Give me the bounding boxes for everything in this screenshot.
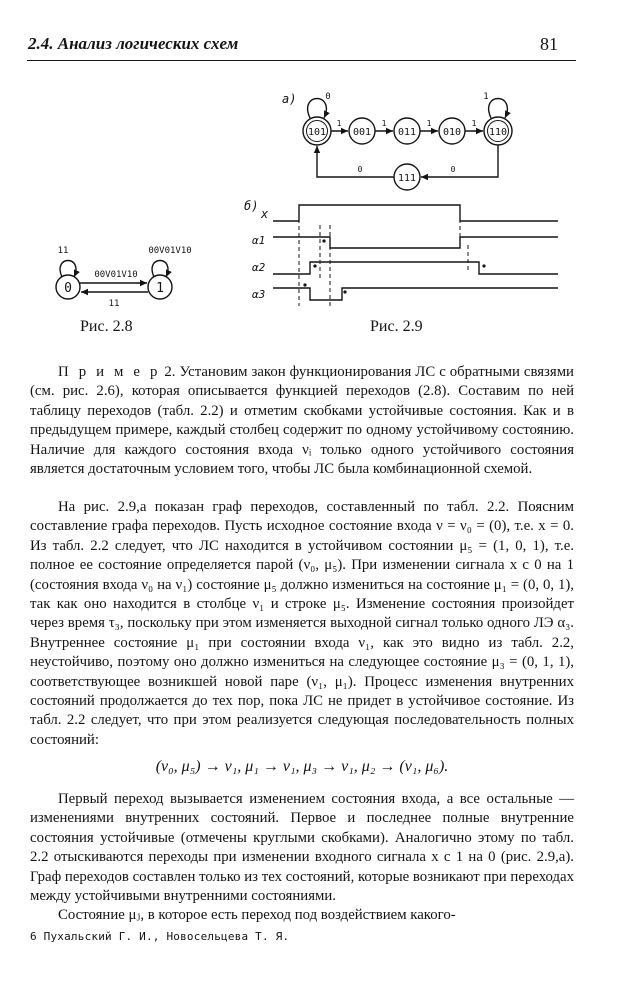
footer-signature: 6 Пухальский Г. И., Новосельцева Т. Я. bbox=[30, 930, 290, 943]
state-110-label: 110 bbox=[488, 127, 508, 138]
loop-110-label: 1 bbox=[483, 92, 489, 102]
state-010-label: 010 bbox=[442, 127, 462, 138]
fig-2-8-caption: Рис. 2.8 bbox=[80, 318, 133, 335]
fig-2-9b-timing bbox=[273, 205, 558, 306]
fig-2-8-edge-1-0-label: 11 bbox=[108, 299, 120, 309]
edge-111-101 bbox=[317, 146, 394, 177]
state-sequence-formula: (ν₀, μ₅) → ν₁, μ₁ → ν₁, μ₃ → ν₁, μ₂ → (ν₁, μ₆). bbox=[155, 758, 449, 775]
edge-110-111-label: 0 bbox=[450, 165, 456, 174]
signal-x-label: x bbox=[261, 207, 269, 221]
figure-area bbox=[0, 0, 639, 345]
edge-111-101-label: 0 bbox=[357, 165, 363, 174]
signal-a3-wave bbox=[273, 288, 558, 300]
fig-2-8-loop-1-label: 00V01V10 bbox=[148, 246, 192, 256]
loop-101-label: 0 bbox=[325, 92, 331, 102]
paragraph-example-2 bbox=[30, 363, 574, 479]
edge-101-001-label: 1 bbox=[336, 119, 342, 128]
edge-110-111 bbox=[421, 145, 498, 177]
signal-a1-wave bbox=[273, 237, 558, 248]
edge-001-011-label: 1 bbox=[381, 119, 387, 128]
signal-a2-wave bbox=[273, 262, 558, 274]
timing-dashed-guides bbox=[299, 205, 468, 306]
fig-2-9-caption: Рис. 2.9 bbox=[370, 318, 423, 335]
fig-2-9-part-a-label: а) bbox=[282, 92, 297, 106]
state-001-label: 001 bbox=[352, 127, 372, 138]
example-body: 2. Установим закон функционирования ЛС с обратными связями (см. рис. 2.6), которая описывается функцией переходов (2.8). Составим по ней таблицу переходов (табл. 2.2) и отметим скобками устойчивые состояния. Как и в предыдущем примере, каждый столбец содержит по одному устойчивому состоянию. Наличие для каждого состояния входа νᵢ только одного устойчивого состояния является достаточным условием того, чтобы ЛС была комбинационной схемой. bbox=[30, 364, 574, 478]
signal-a3-label: α3 bbox=[252, 288, 266, 301]
fig-2-8-state-0-label: 0 bbox=[64, 281, 72, 296]
paragraph-graph-explanation: На рис. 2.9,а показан граф переходов, составленный по табл. 2.2. Поясним составление графа переходов. Пусть исходное состояние входа ν = ν₀ = (0), т.е. x = 0. Из табл. 2.2 следует, что ЛС находится в устойчивом состоянии μ₅ = (1, 0, 1), т.е. полное ее состояние определяется парой (ν₀, μ₅). При изменении сигнала x с 0 на 1 (состояния входа ν₀ на ν₁) состояние μ₅ должно измениться на состояние μ₁ = (0, 0, 1), так как оно находится в столбце ν₁ и строке μ₅. Изменение состояния произойдет через время τ₃, поскольку при этом изменяется выходной сигнал только одного ЛЭ α₃. Внутреннее состояние μ₁ при состоянии входа ν₁, как это видно из табл. 2.2, неустойчиво, поэтому оно должно измениться на следующее состояние μ₃ = (0, 1, 1), соответствующее возникшей новой паре (ν₁, μ₁). Процесс изменения внутренних состояний продолжается до тех пор, пока ЛС не придет в устойчивое состояние. Из табл. 2.2 следует, что при этом реализуется следующая последовательность полных состояний: bbox=[30, 499, 574, 748]
loop-110 bbox=[489, 99, 508, 119]
page-number: 81 bbox=[540, 34, 558, 54]
edge-010-110-label: 1 bbox=[471, 119, 477, 128]
paragraph-transitions: Первый переход вызывается изменением состояния входа, а все остальные — изменениями внутренних состояний. Первое и последнее полные внутренние состояния устойчивые (отмечены круглыми скобками). Аналогично этому по табл. 2.2 отыскиваются переходы при изменении входного сигнала x с 1 на 0 (рис. 2.9,а). Граф переходов составлен только из тех состояний, которые возникают при переходах между устойчивыми внутренними состояниями. bbox=[30, 791, 574, 905]
signal-x-wave bbox=[273, 205, 558, 221]
loop-101 bbox=[308, 99, 327, 119]
edge-011-010-label: 1 bbox=[426, 119, 432, 128]
fig-2-9-part-b-label: б) bbox=[244, 199, 259, 213]
state-111-label: 111 bbox=[397, 173, 417, 184]
fig-2-8-loop-0-label: 11 bbox=[57, 246, 69, 256]
fig-2-8-state-1-label: 1 bbox=[156, 281, 164, 296]
signal-a1-label: α1 bbox=[252, 234, 266, 247]
state-011-label: 011 bbox=[397, 127, 417, 138]
signal-a2-label: α2 bbox=[252, 261, 266, 274]
state-101-label: 101 bbox=[307, 127, 327, 138]
paragraph-continuation: Состояние μⱼ, в которое есть переход под воздействием какого- bbox=[58, 907, 456, 923]
running-header-title: 2.4. Анализ логических схем bbox=[28, 34, 239, 53]
fig-2-8-edge-0-1-label: 00V01V10 bbox=[94, 270, 138, 280]
example-lead: П р и м е р bbox=[58, 364, 161, 380]
